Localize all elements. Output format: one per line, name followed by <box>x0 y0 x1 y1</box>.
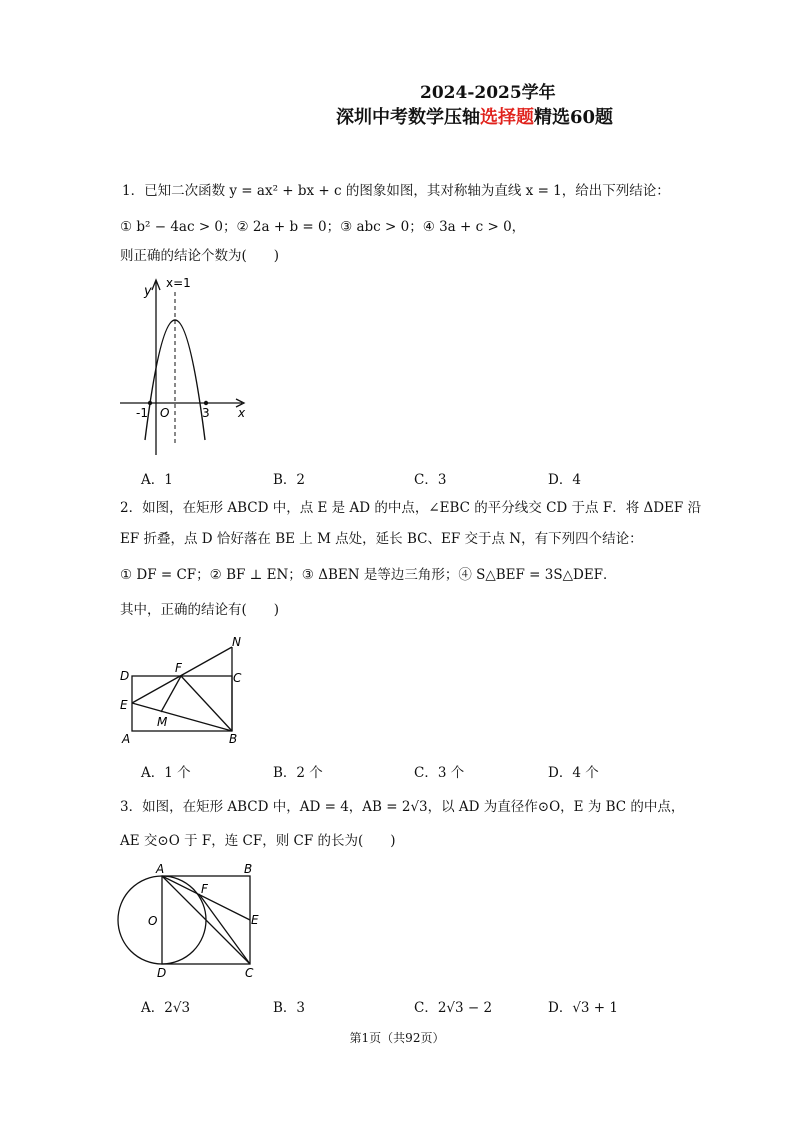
q2-option-b[interactable]: B．2 个 <box>273 765 323 781</box>
label-a: A <box>156 862 165 876</box>
line-bf <box>181 676 232 731</box>
q2-option-a[interactable]: A．1 个 <box>141 765 191 781</box>
q2-conclusions: ① DF = CF；② BF ⊥ EN；③ ΔBEN 是等边三角形；④ S△BEF = 3S△DEF． <box>120 567 617 583</box>
q3-question: AE 交⊙O 于 F，连 CF，则 CF 的长为( ) <box>120 833 396 849</box>
label-b: B <box>244 862 253 876</box>
q1-conclusions: ① b² − 4ac > 0；② 2a + b = 0；③ abc > 0；④ 3a + c > 0， <box>120 219 526 235</box>
title-highlight: 选择题 <box>480 107 534 128</box>
q3-circle-figure <box>112 858 272 983</box>
label-e: E <box>251 913 259 927</box>
q2-option-c[interactable]: C．3 个 <box>414 765 465 781</box>
q2-rectangle-figure <box>112 630 252 750</box>
label-d: D <box>157 966 167 980</box>
q1-option-a[interactable]: A．1 <box>141 472 173 488</box>
q2-option-d[interactable]: D．4 个 <box>548 765 599 781</box>
label-f: F <box>175 661 182 675</box>
line-cf <box>199 894 250 964</box>
q1-option-b[interactable]: B．2 <box>273 472 306 488</box>
label-o: O <box>160 406 170 420</box>
q2-stem: 2．如图，在矩形 ABCD 中，点 E 是 AD 的中点，∠EBC 的平分线交 CD 于点 F．将 ΔDEF 沿 <box>120 500 702 516</box>
label-c: C <box>245 966 254 980</box>
q1-option-c[interactable]: C．3 <box>414 472 447 488</box>
label-n: N <box>232 635 241 649</box>
label-y: y <box>144 284 152 299</box>
label-o: O <box>148 914 158 928</box>
line-en <box>132 647 232 703</box>
q3-option-b[interactable]: B．3 <box>273 1000 306 1016</box>
label-m: M <box>157 715 168 729</box>
q1-question: 则正确的结论个数为( ) <box>120 248 280 264</box>
q1-parabola-figure <box>112 270 252 460</box>
q1-stem: 1．已知二次函数 y = ax² + bx + c 的图象如图，其对称轴为直线 x = 1，给出下列结论： <box>122 183 670 199</box>
label-neg1: -1 <box>136 406 148 420</box>
q1-option-d[interactable]: D．4 <box>548 472 581 488</box>
label-a: A <box>122 732 131 746</box>
page-footer: 第1页（共92页） <box>349 1031 445 1045</box>
label-e: E <box>120 698 128 712</box>
q3-option-c[interactable]: C．2√3 − 2 <box>414 1000 493 1016</box>
q2-stem-cont: EF 折叠，点 D 恰好落在 BE 上 M 点处，延长 BC、EF 交于点 N，有下列四个结论： <box>120 531 643 547</box>
line-be <box>132 703 232 731</box>
label-x: x <box>238 406 246 420</box>
label-sym: x=1 <box>166 276 191 290</box>
label-c: C <box>233 671 242 685</box>
q3-stem: 3．如图，在矩形 ABCD 中，AD = 4，AB = 2√3，以 AD 为直径作⊙O，E 为 BC 的中点， <box>120 799 685 815</box>
document-title <box>336 103 613 129</box>
q3-option-d[interactable]: D．√3 + 1 <box>548 1000 618 1016</box>
root-point-3 <box>204 401 208 405</box>
title-suffix: 精选60题 <box>534 107 614 128</box>
rect-abcd <box>132 676 232 731</box>
label-f: F <box>201 882 208 896</box>
title-prefix: 深圳中考数学压轴 <box>336 107 480 128</box>
q2-question: 其中，正确的结论有( ) <box>120 602 280 618</box>
label-three: 3 <box>202 406 210 420</box>
root-point-neg1 <box>148 401 152 405</box>
label-d: D <box>120 669 130 683</box>
q3-option-a[interactable]: A．2√3 <box>141 1000 191 1016</box>
label-b: B <box>229 732 238 746</box>
document-year: 2024-2025学年 <box>420 83 556 103</box>
